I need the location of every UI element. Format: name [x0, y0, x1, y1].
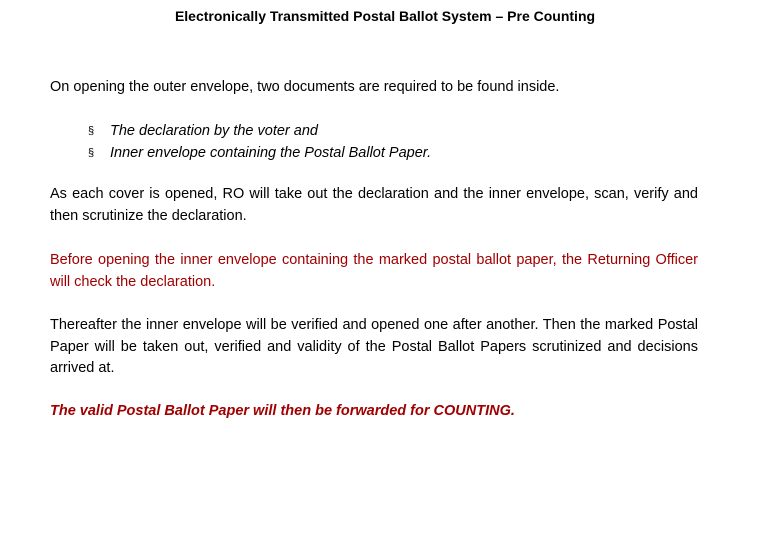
paragraph-verification: Thereafter the inner envelope will be verified and opened one after another. Then the marked Postal Paper will be taken out, verified and validity of the Postal Ballot Papers scrutinized and decisions arrived at. [50, 317, 698, 376]
list-item [88, 143, 431, 165]
paragraph-scan-verify: As each cover is opened, RO will take out the declaration and the inner envelope, scan, verify and then scrutinize the declaration. [50, 186, 698, 224]
square-bullet-icon: § [88, 125, 95, 137]
list-item-text: The declaration by the voter and [110, 123, 318, 139]
paragraph-check-declaration: Before opening the inner envelope containing the marked postal ballot paper, the Returning Officer will check the declaration. [50, 252, 698, 290]
list-item [88, 121, 431, 143]
list-item-text: Inner envelope containing the Postal Ballot Paper. [110, 144, 432, 161]
square-bullet-icon: § [88, 146, 95, 159]
closing-statement: The valid Postal Ballot Paper will then be forwarded for COUNTING. [50, 403, 515, 419]
page-title: Electronically Transmitted Postal Ballot System – Pre Counting [174, 8, 596, 24]
intro-paragraph: On opening the outer envelope, two documents are required to be found inside. [50, 79, 560, 95]
document-list [88, 121, 431, 164]
